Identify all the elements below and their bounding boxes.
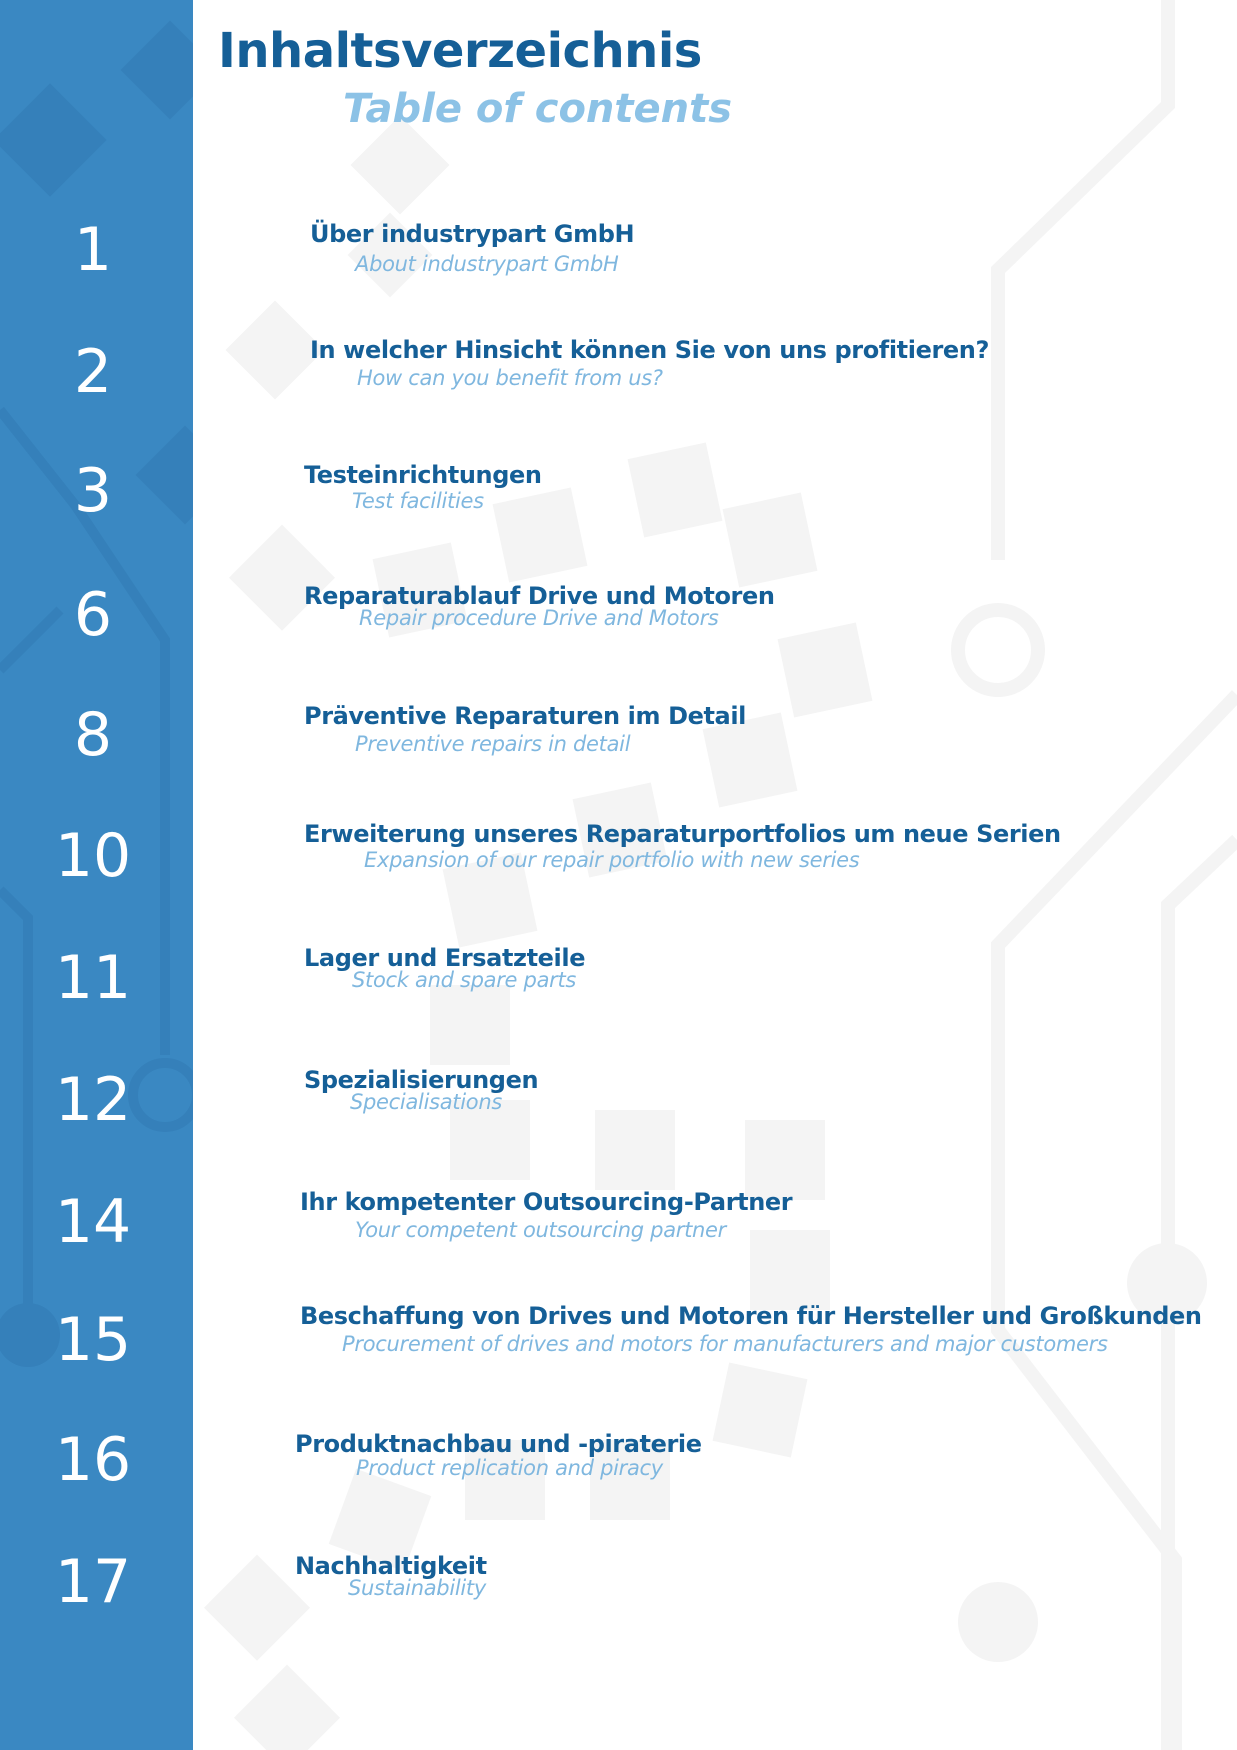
toc-entry-title: In welcher Hinsicht können Sie von uns profitieren? xyxy=(310,336,989,364)
toc-entry[interactable] xyxy=(0,336,1237,416)
toc-entry-subtitle: Specialisations xyxy=(350,1090,502,1114)
toc-entry-title: Nachhaltigkeit xyxy=(295,1552,487,1580)
toc-entry-subtitle: Stock and spare parts xyxy=(352,968,577,992)
toc-page-number: 16 xyxy=(54,1425,132,1495)
toc-entry-title: Reparaturablauf Drive und Motoren xyxy=(304,582,775,610)
toc-entry-subtitle: Preventive repairs in detail xyxy=(355,732,631,756)
toc-page-number: 6 xyxy=(73,580,113,650)
toc-entry[interactable] xyxy=(0,820,1237,900)
toc-entry[interactable] xyxy=(0,702,1237,782)
toc-entry-title: Testeinrichtungen xyxy=(304,461,542,489)
toc-entry-subtitle: Product replication and piracy xyxy=(356,1456,663,1480)
toc-page-number: 17 xyxy=(54,1547,132,1617)
toc-entry-title: Beschaffung von Drives und Motoren für Hersteller und Großkunden xyxy=(300,1302,1202,1330)
toc-entry-subtitle: Your competent outsourcing partner xyxy=(355,1218,727,1242)
toc-entry[interactable] xyxy=(0,456,1237,541)
page-title: Inhaltsverzeichnis xyxy=(218,23,702,79)
toc-entry[interactable] xyxy=(0,215,1237,300)
toc-entry[interactable] xyxy=(0,1188,1237,1268)
toc-page-number: 2 xyxy=(73,337,113,407)
toc-entry-subtitle: Expansion of our repair portfolio with new series xyxy=(364,848,860,872)
toc-entry-title: Produktnachbau und -piraterie xyxy=(295,1430,702,1458)
toc-page-number: 11 xyxy=(54,943,132,1013)
toc-page-number: 8 xyxy=(73,700,113,770)
toc-entry-subtitle: Repair procedure Drive and Motors xyxy=(359,606,719,630)
toc-entry[interactable] xyxy=(0,1302,1237,1382)
toc-page-number: 12 xyxy=(54,1065,132,1135)
toc-entry[interactable] xyxy=(0,1425,1237,1510)
toc-entry-title: Über industrypart GmbH xyxy=(310,220,635,248)
toc-page-number: 3 xyxy=(73,456,113,526)
toc-entry[interactable] xyxy=(0,582,1237,662)
toc-entry[interactable] xyxy=(0,944,1237,1024)
toc-entry-subtitle: How can you benefit from us? xyxy=(357,366,663,390)
toc-entry-title: Präventive Reparaturen im Detail xyxy=(304,702,746,730)
toc-entry-subtitle: Sustainability xyxy=(348,1576,486,1600)
toc-entry-subtitle: Test facilities xyxy=(352,489,484,513)
toc-page-number: 1 xyxy=(73,215,113,285)
toc-entry-title: Erweiterung unseres Reparaturportfolios um neue Serien xyxy=(304,820,1061,848)
toc-page-number: 14 xyxy=(54,1187,132,1257)
toc-entry[interactable] xyxy=(0,1547,1237,1632)
toc-page-number: 15 xyxy=(54,1305,132,1375)
toc-entry-title: Lager und Ersatzteile xyxy=(304,944,586,972)
toc-entry-subtitle: Procurement of drives and motors for manufacturers and major customers xyxy=(342,1332,1108,1356)
toc-entry-subtitle: About industrypart GmbH xyxy=(355,252,619,276)
toc-entry[interactable] xyxy=(0,1066,1237,1146)
toc-entry-title: Ihr kompetenter Outsourcing-Partner xyxy=(300,1188,793,1216)
page-subtitle: Table of contents xyxy=(343,86,733,132)
toc-page-number: 10 xyxy=(54,821,132,891)
toc-entry-title: Spezialisierungen xyxy=(304,1066,539,1094)
